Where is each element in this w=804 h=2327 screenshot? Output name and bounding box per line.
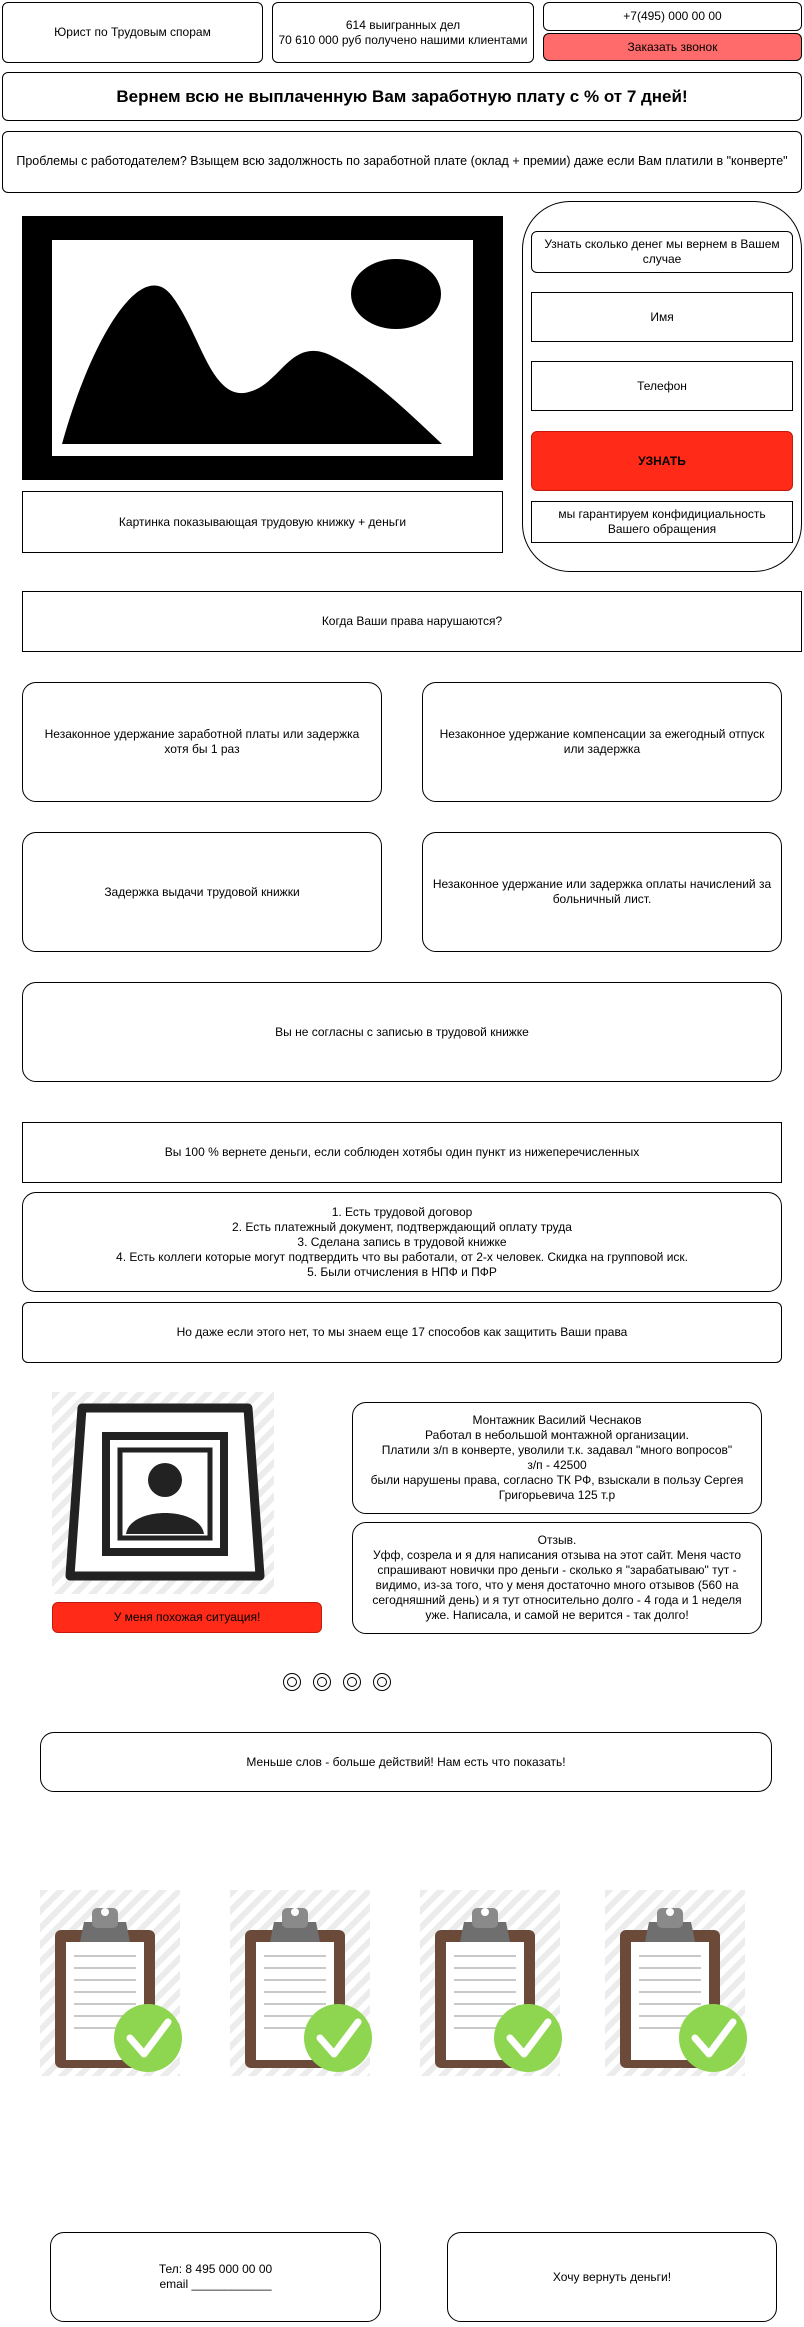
image-placeholder-icon xyxy=(22,216,503,480)
form-title: Узнать сколько денег мы вернем в Вашем случае xyxy=(531,231,793,273)
name-field[interactable]: Имя xyxy=(531,292,793,342)
callback-button[interactable]: Заказать звонок xyxy=(543,33,802,61)
violation-card: Вы не согласны с записью в трудовой книжке xyxy=(22,982,782,1082)
clipboard-row xyxy=(40,1890,760,2080)
case-description: Монтажник Василий Чеснаков Работал в небольшой монтажной организации. Платили з/п в конверте, уволили т.к. задавал "много вопросов" з/п - 42500 были нарушены права, согласно ТК РФ, взыскали в пользу Сергея Григорьевича 125 т.р xyxy=(352,1402,762,1514)
clipboard-check-icon xyxy=(605,1890,747,2076)
phone-number[interactable]: +7(495) 000 00 00 xyxy=(543,2,802,31)
privacy-note: мы гарантируем конфидициальность Вашего обращения xyxy=(531,501,793,543)
violation-card: Незаконное удержание компенсации за ежегодный отпуск или задержка xyxy=(422,682,782,802)
section-title-conditions: Вы 100 % вернете деньги, если соблюден хотябы один пункт из нижеперечисленных xyxy=(22,1122,782,1183)
page-subheadline: Проблемы с работодателем? Взыщем всю задолжность по заработной плате (оклад + премии) даже если Вам платили в "конверте" xyxy=(2,131,802,193)
brand-title: Юрист по Трудовым спорам xyxy=(2,2,263,63)
page-headline: Вернем всю не выплаченную Вам заработную плату с % от 7 дней! xyxy=(2,72,802,121)
clipboard-check-icon xyxy=(40,1890,182,2076)
violation-card: Незаконное удержание заработной платы или задержка хотя бы 1 раз xyxy=(22,682,382,802)
clipboard-check-icon xyxy=(420,1890,562,2076)
conditions-list: 1. Есть трудовой договор 2. Есть платежный документ, подтверждающий оплату труда 3. Сделана запись в трудовой книжке 4. Есть коллеги которые могут подтвердить что вы работали, от 2-х человек. Скидка на групповой иск. 5. Были отчисления в НПФ и ПФР xyxy=(22,1192,782,1292)
section-title-violations: Когда Ваши права нарушаются? xyxy=(22,591,802,652)
portrait-frame-icon xyxy=(60,1398,270,1588)
similar-situation-button[interactable]: У меня похожая ситуация! xyxy=(52,1602,322,1633)
conditions-note: Но даже если этого нет, то мы знаем еще 17 способов как защитить Ваши права xyxy=(22,1302,782,1363)
clipboard-check-icon xyxy=(230,1890,372,2076)
action-title: Меньше слов - больше действий! Нам есть что показать! xyxy=(40,1732,772,1792)
slider-dot[interactable] xyxy=(283,1673,301,1691)
slider-dot[interactable] xyxy=(313,1673,331,1691)
phone-field[interactable]: Телефон xyxy=(531,361,793,411)
slider-dot[interactable] xyxy=(343,1673,361,1691)
review-text: Отзыв. Уфф, созрела и я для написания отзыва на этот сайт. Меня часто спрашивают новички про деньги - сколько я "зарабатываю" тут - видимо, из-за того, что у меня достаточно много отзывов (560 на сегодняшний день) и я тут относительно долго - 4 года и 1 неделя уже. Написала, и самой не верится - так долго! xyxy=(352,1522,762,1634)
image-caption: Картинка показывающая трудовую книжку + деньги xyxy=(22,491,503,553)
footer-contacts: Тел: 8 495 000 00 00 email ____________ xyxy=(50,2232,381,2322)
stats-text: 614 выигранных дел 70 610 000 руб получено нашими клиентами xyxy=(272,2,534,63)
submit-button[interactable]: УЗНАТЬ xyxy=(531,431,793,491)
return-money-button[interactable]: Хочу вернуть деньги! xyxy=(447,2232,777,2322)
violation-card: Незаконное удержание или задержка оплаты начислений за больничный лист. xyxy=(422,832,782,952)
slider-dot[interactable] xyxy=(373,1673,391,1691)
violation-card: Задержка выдачи трудовой книжки xyxy=(22,832,382,952)
